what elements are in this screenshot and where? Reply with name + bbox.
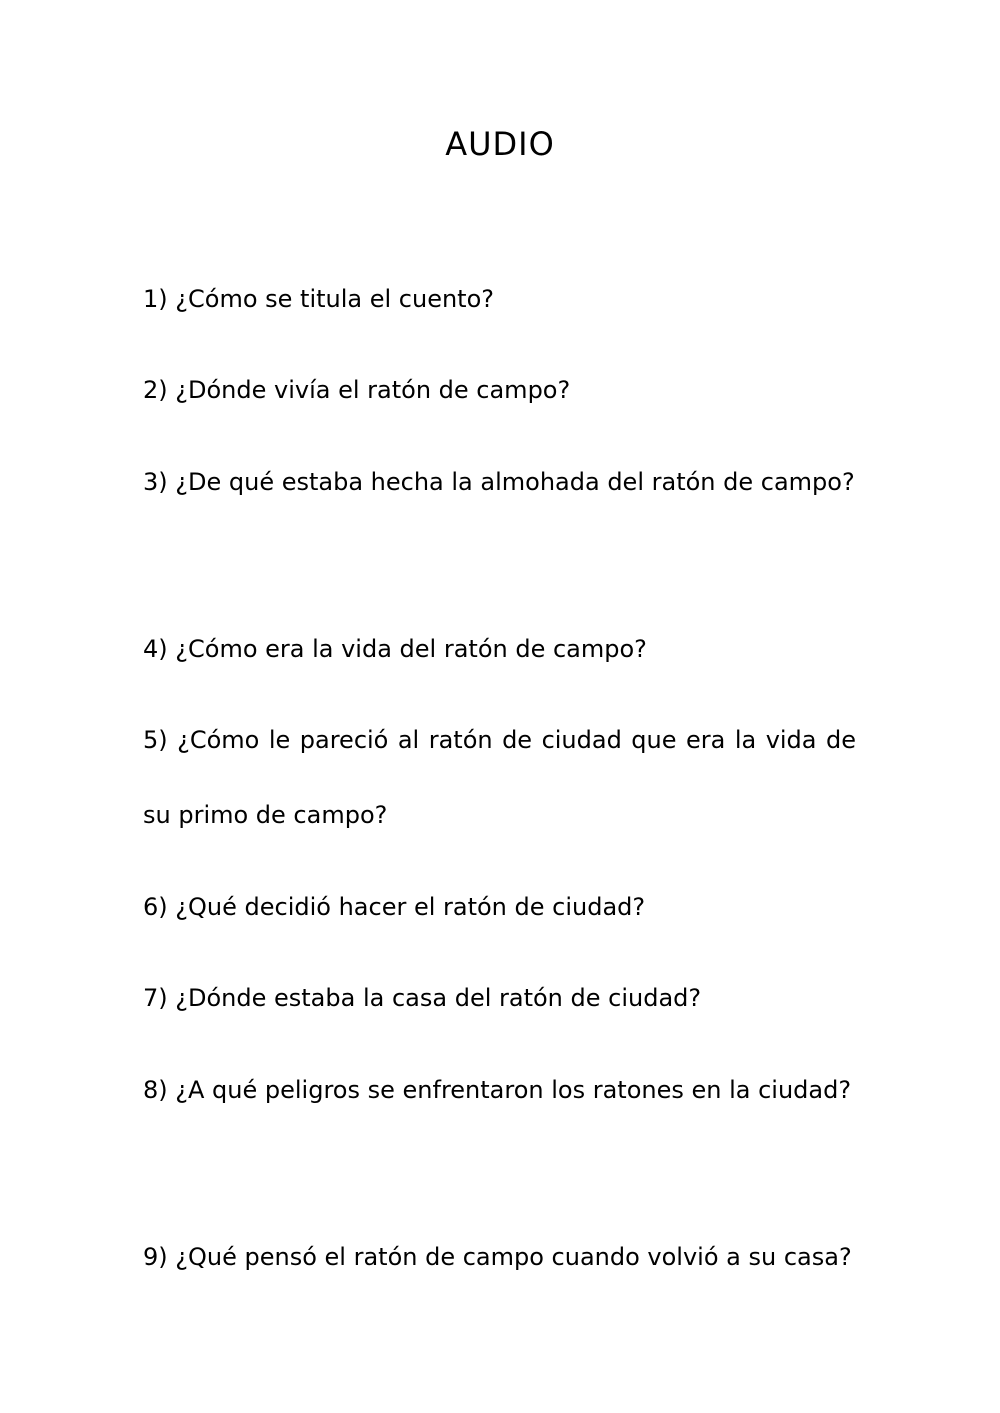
question-3: 3) ¿De qué estaba hecha la almohada del ratón de campo? [143, 468, 855, 496]
question-1: 1) ¿Cómo se titula el cuento? [143, 285, 495, 313]
question-8: 8) ¿A qué peligros se enfrentaron los ratones en la ciudad? [143, 1076, 852, 1104]
question-9: 9) ¿Qué pensó el ratón de campo cuando volvió a su casa? [143, 1243, 852, 1271]
question-6: 6) ¿Qué decidió hacer el ratón de ciudad? [143, 893, 646, 921]
question-4: 4) ¿Cómo era la vida del ratón de campo? [143, 635, 647, 663]
question-5: 5) ¿Cómo le pareció al ratón de ciudad que era la vida de su primo de campo? [143, 726, 856, 829]
question-2: 2) ¿Dónde vivía el ratón de campo? [143, 376, 571, 404]
question-7: 7) ¿Dónde estaba la casa del ratón de ciudad? [143, 984, 702, 1012]
page-title: AUDIO [445, 125, 555, 163]
